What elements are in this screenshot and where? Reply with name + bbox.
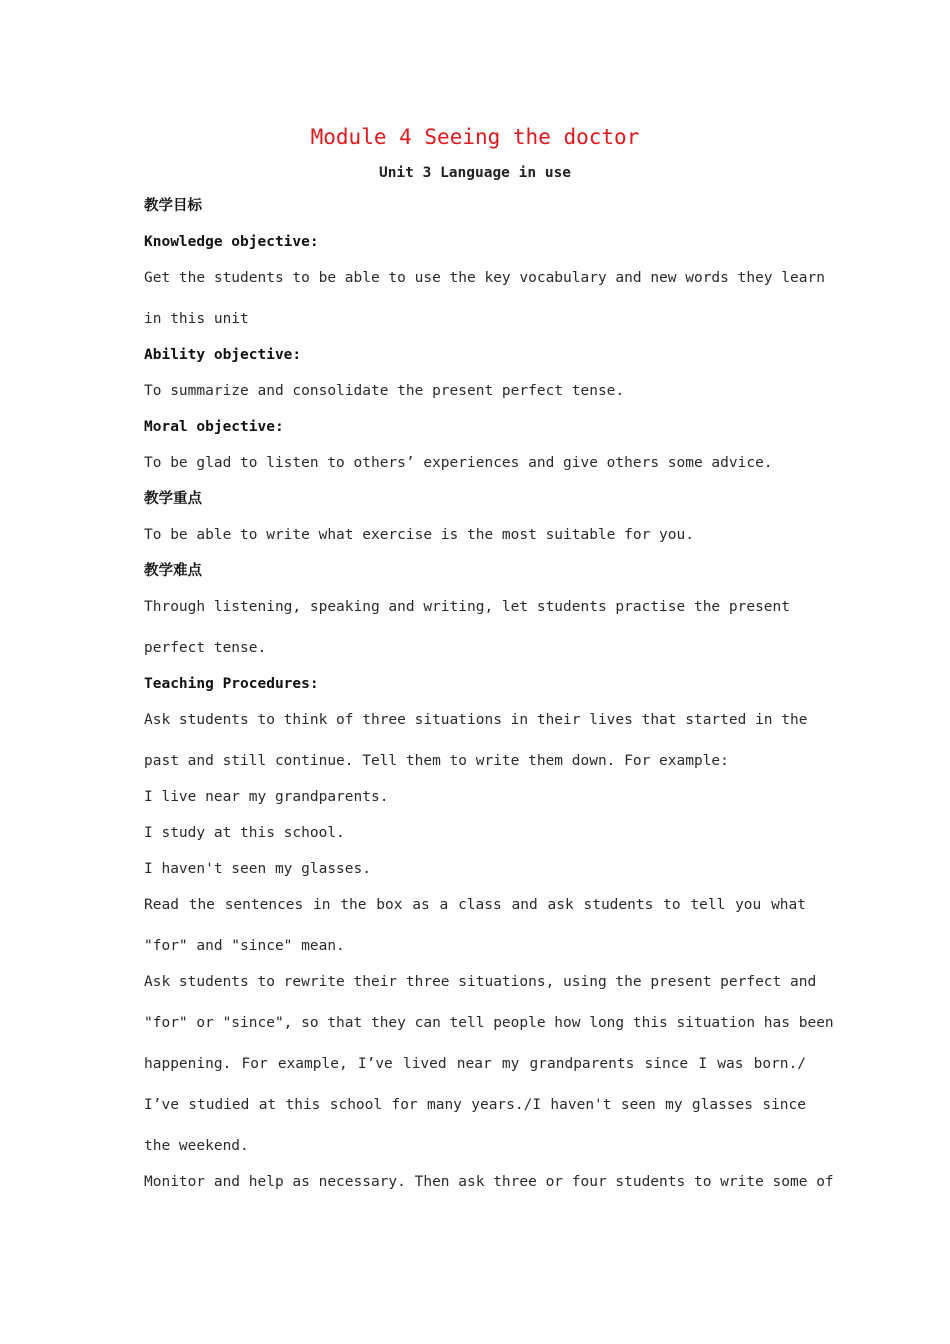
- procedure-text-line-2: past and still continue. Tell them to write them down. For example:: [144, 753, 729, 769]
- procedure-text-line-10: Monitor and help as necessary. Then ask three or four students to write some of: [144, 1174, 834, 1190]
- ability-objective-heading: Ability objective:: [144, 347, 302, 363]
- knowledge-objective-text-line-2: in this unit: [144, 311, 249, 327]
- example-sentence-2: I study at this school.: [144, 825, 345, 841]
- knowledge-objective-text-line-1: Get the students to be able to use the key vocabulary and new words they learn: [144, 270, 825, 286]
- procedure-text-line-3: Read the sentences in the box as a class and ask students to tell you what: [144, 897, 806, 913]
- example-sentence-1: I live near my grandparents.: [144, 789, 389, 805]
- document-subtitle: Unit 3 Language in use: [378, 165, 572, 181]
- key-points-text: To be able to write what exercise is the most suitable for you.: [144, 527, 694, 543]
- section-heading-teaching-objectives: 教学目标: [144, 198, 202, 214]
- procedure-text-line-6: "for" or "since", so that they can tell people how long this situation has been: [144, 1015, 834, 1031]
- section-heading-key-points: 教学重点: [144, 491, 202, 507]
- procedure-text-line-7: happening. For example, I’ve lived near my grandparents since I was born./: [144, 1056, 806, 1072]
- moral-objective-text: To be glad to listen to others’ experiences and give others some advice.: [144, 455, 773, 471]
- knowledge-objective-heading: Knowledge objective:: [144, 234, 319, 250]
- difficult-points-text-line-2: perfect tense.: [144, 640, 267, 656]
- document-title: Module 4 Seeing the doctor: [310, 125, 640, 149]
- difficult-points-text-line-1: Through listening, speaking and writing, let students practise the present: [144, 599, 791, 615]
- section-heading-difficult-points: 教学难点: [144, 563, 202, 579]
- procedure-text-line-4: "for" and "since" mean.: [144, 938, 345, 954]
- procedure-text-line-8: I’ve studied at this school for many years./I haven't seen my glasses since: [144, 1097, 806, 1113]
- procedure-text-line-9: the weekend.: [144, 1138, 249, 1154]
- moral-objective-heading: Moral objective:: [144, 419, 284, 435]
- procedure-text-line-1: Ask students to think of three situations in their lives that started in the: [144, 712, 808, 728]
- ability-objective-text: To summarize and consolidate the present perfect tense.: [144, 383, 625, 399]
- procedure-text-line-5: Ask students to rewrite their three situations, using the present perfect and: [144, 974, 817, 990]
- teaching-procedures-heading: Teaching Procedures:: [144, 676, 319, 692]
- example-sentence-3: I haven't seen my glasses.: [144, 861, 371, 877]
